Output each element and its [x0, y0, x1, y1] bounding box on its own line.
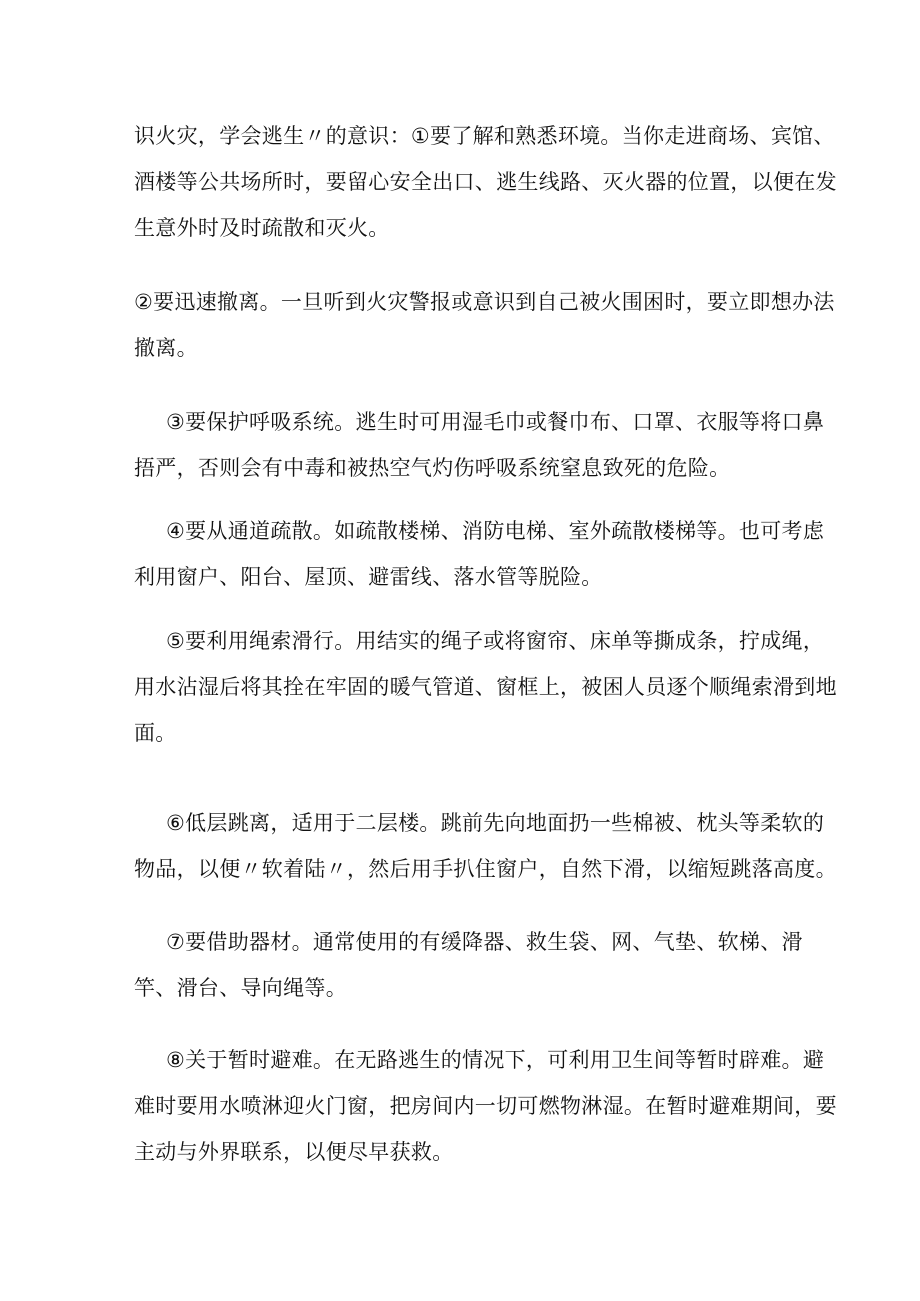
- paragraph-intro: [134, 113, 837, 251]
- text-line: 面。: [134, 721, 177, 745]
- text-line: 酒楼等公共场所时，要留心安全出口、逃生线路、灭火器的位置，以便在发: [134, 170, 837, 194]
- text-line: 识火灾，学会逃生〃的意识：①要了解和熟悉环境。当你走进商场、宾馆、: [134, 124, 835, 148]
- text-line: ⑦要借助器材。通常使用的有缓降器、救生袋、网、气垫、软梯、滑: [166, 930, 803, 954]
- text-line: ⑧关于暂时避难。在无路逃生的情况下，可利用卫生间等暂时辟难。避: [166, 1048, 825, 1072]
- text-line: ⑥低层跳离，适用于二层楼。跳前先向地面扔一些棉被、枕头等柔软的: [166, 811, 825, 835]
- text-line: 用水沾湿后将其拴在牢固的暖气管道、窗框上，被困人员逐个顺绳索滑到地: [134, 675, 837, 699]
- text-line: 生意外时及时疏散和灭火。: [134, 216, 390, 240]
- paragraph-item-8: [134, 1037, 837, 1175]
- text-line: ④要从通道疏散。如疏散楼梯、消防电梯、室外疏散楼梯等。也可考虑: [166, 519, 825, 543]
- text-line: ⑤要利用绳索滑行。用结实的绳子或将窗帘、床单等撕成条，拧成绳，: [166, 629, 825, 653]
- text-line: ③要保护呼吸系统。逃生时可用湿毛巾或餐巾布、口罩、衣服等将口鼻: [166, 410, 825, 434]
- text-line: 捂严，否则会有中毒和被热空气灼伤呼吸系统窒息致死的危险。: [134, 456, 731, 480]
- text-line: 难时要用水喷淋迎火门窗，把房间内一切可燃物淋湿。在暂时避难期间，要: [134, 1094, 837, 1118]
- paragraph-item-7: [134, 919, 824, 1011]
- text-line: 利用窗户、阳台、屋顶、避雷线、落水管等脱险。: [134, 565, 603, 589]
- text-line: 竿、滑台、导向绳等。: [134, 976, 347, 1000]
- text-line: ②要迅速撤离。一旦听到火灾警报或意识到自己被火围困时，要立即想办法: [134, 290, 835, 314]
- paragraph-item-5: [134, 618, 837, 756]
- text-line: 物品，以便〃软着陆〃，然后用手扒住窗户，自然下滑，以缩短跳落高度。: [134, 857, 837, 881]
- paragraph-item-3: [134, 399, 824, 491]
- paragraph-item-4: [134, 508, 824, 600]
- text-line: 主动与外界联系，以便尽早获救。: [134, 1140, 454, 1164]
- paragraph-item-6: [134, 800, 837, 892]
- paragraph-item-2: [134, 279, 835, 371]
- text-line: 撤离。: [134, 336, 198, 360]
